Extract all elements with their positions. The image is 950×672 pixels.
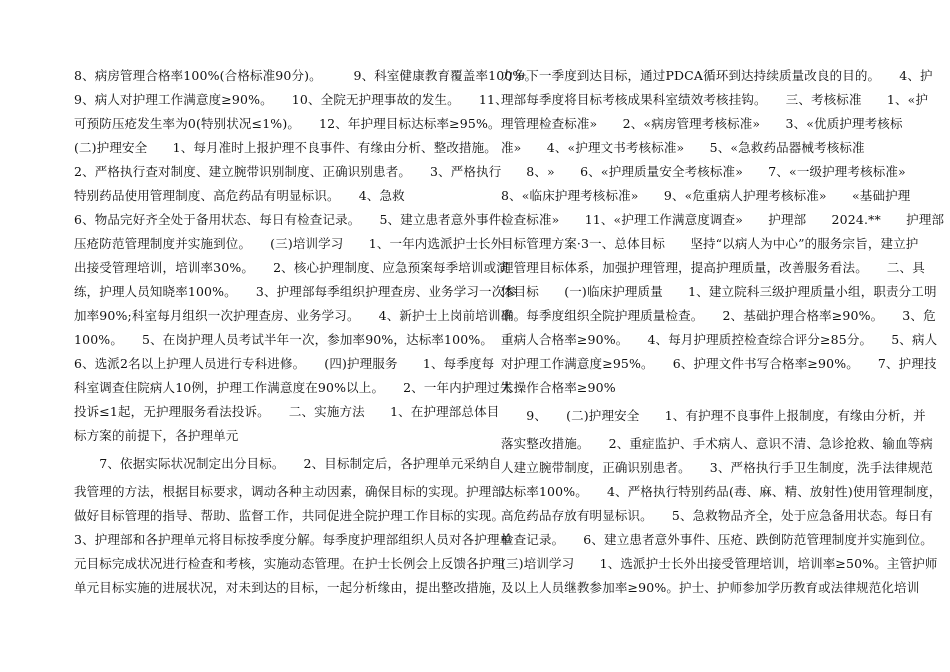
text-line: (二)护理安全 1、每月准时上报护理不良事件、有缘由分析、整改措施。 [74, 140, 497, 155]
text-line: 对护理工作满意度≥95%。 6、护理文件书写合格率≥90%。 7、护理技 [501, 356, 937, 371]
text-line: 我管理的方法，根据目标要求，调动各种主动因素，确保目标的实现。护理部 [74, 484, 505, 499]
text-line: 8、«临床护理考核标准» 9、«危重病人护理考核标准» «基础护理 [501, 188, 911, 203]
text-line: 压疮防范管理制度并实施到位。 (三)培训学习 1、一年内选派护士长外 [74, 236, 504, 251]
text-line: 2、严格执行查对制度、建立腕带识别制度、正确识别患者。 3、严格执行 [74, 164, 502, 179]
text-line: 做好目标管理的指导、帮助、监督工作，共同促进全院护理工作目标的实现。 [74, 508, 505, 523]
right-text-column [501, 64, 945, 600]
text-line: 理管理目标体系，加强护理管理，提高护理质量，改善服务看法。 二、具 [501, 260, 925, 275]
text-line: 出接受管理培训，培训率30%。 2、核心护理制度、应急预案每季培训或演 [74, 260, 509, 275]
text-line: 单元目标实施的进展状况，对未到达的目标，一起分析缘由，提出整改措施， [74, 580, 505, 595]
text-line: 6、选派2名以上护理人员进行专科进修。 (四)护理服务 1、每季度每 [74, 356, 495, 371]
text-line: 术操作合格率≥90% [501, 380, 616, 395]
text-line: 标方案的前提下，各护理单元 [74, 428, 239, 443]
text-line: 落实整改措施。 2、重症监护、手术病人、意识不清、急诊抢救、输血等病 [501, 436, 933, 451]
text-line: 投诉≤1起，无护理服务看法投诉。 二、实施方法 1、在护理部总体目 [74, 404, 500, 419]
text-line: 重病人合格率≥90%。 4、每月护理质控检查综合评分≥85分。 5、病人 [501, 332, 938, 347]
text-line: 特别药品使用管理制度、高危药品有明显标识。 4、急救 [74, 188, 405, 203]
text-line: 体目标 (一)临床护理质量 1、建立院科三级护理质量小组，职责分工明 [501, 284, 937, 299]
text-line: 达标率100%。 4、严格执行特别药品(毒、麻、精、放射性)使用管理制度， [501, 484, 942, 499]
text-line: 100%。 5、在岗护理人员考试半年一次，参加率90%，达标率100%。 [74, 332, 494, 347]
text-line: 元目标完成状况进行检查和考核，实施动态管理。在护士长例会上反馈各护理 [74, 556, 505, 571]
text-line: 及以上人员继教参加率≥90%。护士、护师参加学历教育或法律规范化培训 [501, 580, 920, 595]
text-line: 8、病房管理合格率100%(合格标准90分)。 9、科室健康教育覆盖率100%。 [74, 68, 538, 83]
text-line: 人建立腕带制度，正确识别患者。 3、严格执行手卫生制度，洗手法律规范 [501, 460, 933, 475]
text-line: 3、护理部和各护理单元将目标按季度分解。每季度护理部组织人员对各护理单 [74, 532, 513, 547]
text-line: 可预防压疮发生率为0(特别状况≤1%)。 12、年护理目标达标率≥95%。 [74, 116, 501, 131]
text-line: 8、» 6、«护理质量安全考核标准» 7、«一级护理考核标准» [501, 164, 906, 179]
text-line: 7、依据实际状况制定出分目标。 2、目标制定后，各护理单元采纳自 [74, 456, 502, 471]
text-line: 确。每季度组织全院护理质量检查。 2、基础护理合格率≥90%。 3、危 [501, 308, 936, 323]
text-line: 检查记录。 6、建立患者意外事件、压疮、跌倒防范管理制度并实施到位。 [501, 532, 933, 547]
text-line: 高危药品存放有明显标识。 5、急救物品齐全，处于应急备用状态。每日有 [501, 508, 933, 523]
text-line: 理管理检查标准» 2、«病房管理考核标准» 3、«优质护理考核标 [501, 116, 903, 131]
text-line: 科室调查住院病人10例，护理工作满意度在90%以上。 2、一年内护理过失 [74, 380, 513, 395]
text-line: (三)培训学习 1、选派护士长外出接受管理培训，培训率≥50%。主管护师 [501, 556, 938, 571]
text-line: 练，护理人员知晓率100%。 3、护理部每季组织护理查房、业务学习一次参 [74, 284, 517, 299]
text-line: 理部每季度将目标考核成果科室绩效考核挂钩。 三、考核标准 1、«护 [501, 92, 929, 107]
text-line: 力争下一季度到达目标，通过PDCA循环到达持续质量改良的目的。 4、护 [501, 68, 933, 83]
left-text-column [74, 64, 538, 600]
text-line: 9、 (二)护理安全 1、有护理不良事件上报制度，有缘由分析，并 [501, 408, 926, 423]
text-line: 9、病人对护理工作满意度≥90%。 10、全院无护理事故的发生。 11、 [74, 92, 508, 107]
text-line: 6、物品完好齐全处于备用状态、每日有检查记录。 5、建立患者意外事件、 [74, 212, 515, 227]
text-line: 目标管理方案·3一、总体目标 坚持“以病人为中心”的服务宗旨，建立护 [501, 236, 919, 251]
text-line: 检查标准» 11、«护理工作满意度调查» 护理部 2024.** 护理部 [501, 212, 945, 227]
text-line: 加率90%;科室每月组织一次护理查房、业务学习。 4、新护士上岗前培训率 [74, 308, 514, 323]
text-line: 准» 4、«护理文书考核标准» 5、«急救药品器械考核标准 [501, 140, 865, 155]
